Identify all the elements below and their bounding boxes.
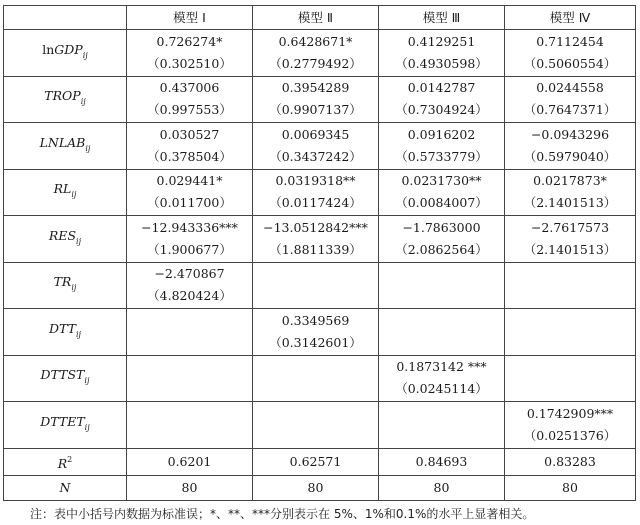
header-model-1: 模型 Ⅰ <box>127 6 253 30</box>
coef-cell <box>379 76 505 123</box>
coef-cell <box>253 402 379 449</box>
coef-cell <box>127 402 253 449</box>
std-error: （0.302510） <box>147 55 232 71</box>
var-label: $TR_{ij}$ <box>4 262 127 309</box>
coef-value: 0.1873142 *** <box>396 359 487 375</box>
var-label: $RES_{ij}$ <box>4 216 127 263</box>
r2-value: 0.83283 <box>505 448 636 475</box>
std-error: （0.0245114） <box>395 381 488 397</box>
coef-cell <box>253 30 379 77</box>
std-error: （0.378504） <box>147 148 232 164</box>
coef-cell <box>127 216 253 263</box>
coef-value: 0.0069345 <box>281 126 350 142</box>
var-label: $LNLAB_{ij}$ <box>4 123 127 170</box>
coef-value: 0.0319318** <box>275 173 356 189</box>
r2-row <box>4 448 636 475</box>
coef-cell <box>379 355 505 402</box>
header-corner <box>4 6 127 30</box>
coef-value: −2.470867 <box>154 266 225 282</box>
var-label: $DTT_{ij}$ <box>4 309 127 356</box>
std-error: （0.2779492） <box>269 55 362 71</box>
coef-row <box>4 309 636 356</box>
coef-value: −1.7863000 <box>402 219 481 235</box>
table-footnote: 注：表中小括号内数据为标准误；*、**、***分别表示在 5%、1%和0.1%的水平上显著相关。 <box>30 507 535 521</box>
coef-value: −12.943336*** <box>141 219 238 235</box>
r2-value: 0.6201 <box>127 448 253 475</box>
coef-value: −0.0943296 <box>530 126 610 142</box>
n-row <box>4 475 636 500</box>
coef-cell <box>127 355 253 402</box>
coef-value: 0.0217873* <box>533 173 607 189</box>
coef-cell <box>127 262 253 309</box>
coef-cell <box>253 355 379 402</box>
coef-cell <box>253 309 379 356</box>
coef-cell <box>127 169 253 216</box>
coef-row <box>4 76 636 123</box>
std-error: （0.3437242） <box>269 148 362 164</box>
std-error: （0.0251376） <box>523 427 617 443</box>
coef-cell <box>253 169 379 216</box>
coef-value: 0.029441* <box>156 173 223 189</box>
coef-cell <box>379 262 505 309</box>
coef-row <box>4 30 636 77</box>
std-error: （0.5060554） <box>523 55 617 71</box>
var-label: $DTTET_{ij}$ <box>4 402 127 449</box>
coef-value: 0.6428671* <box>278 33 353 49</box>
n-value: 80 <box>127 475 253 500</box>
coef-row <box>4 123 636 170</box>
coef-cell <box>379 216 505 263</box>
coef-row <box>4 402 636 449</box>
coef-cell <box>379 402 505 449</box>
coef-value: 0.0142787 <box>407 80 476 96</box>
coef-cell <box>253 262 379 309</box>
coef-cell <box>505 262 636 309</box>
std-error: （0.0117424） <box>269 195 362 211</box>
coef-value: 0.3349569 <box>281 312 350 328</box>
coef-cell <box>127 76 253 123</box>
header-model-3: 模型 Ⅲ <box>379 6 505 30</box>
coef-cell <box>127 30 253 77</box>
coef-value: 0.3954289 <box>281 80 350 96</box>
coef-cell <box>505 30 636 77</box>
std-error: （0.7647371） <box>523 102 617 118</box>
coef-cell <box>505 169 636 216</box>
r2-value: 0.84693 <box>379 448 505 475</box>
coef-value: 0.4129251 <box>407 33 476 49</box>
coef-value: −13.0512842*** <box>263 219 368 235</box>
n-value: 80 <box>253 475 379 500</box>
coef-value: 0.0244558 <box>536 80 604 96</box>
coef-cell <box>379 123 505 170</box>
var-label: lnGDP$_{ij}$ <box>4 30 127 77</box>
std-error: （0.0084007） <box>395 195 488 211</box>
std-error: （2.1401513） <box>523 241 617 257</box>
coef-cell <box>127 123 253 170</box>
std-error: （0.9907137） <box>269 102 362 118</box>
coef-value: 0.1742909*** <box>526 405 614 421</box>
var-label: $TROP_{ij}$ <box>4 76 127 123</box>
coef-cell <box>127 309 253 356</box>
std-error: （2.1401513） <box>523 195 617 211</box>
coef-row <box>4 262 636 309</box>
r2-value: 0.62571 <box>253 448 379 475</box>
coef-cell <box>505 216 636 263</box>
var-label-r2: $R^2$ <box>4 448 127 475</box>
coef-value: 0.0231730** <box>401 173 482 189</box>
header-model-4: 模型 Ⅳ <box>505 6 636 30</box>
var-label: $RL_{ij}$ <box>4 169 127 216</box>
n-value: 80 <box>505 475 636 500</box>
coef-row <box>4 216 636 263</box>
var-label: $DTTST_{ij}$ <box>4 355 127 402</box>
std-error: （4.820424） <box>147 288 232 304</box>
coef-cell <box>505 309 636 356</box>
std-error: （0.5733779） <box>395 148 488 164</box>
coef-value: 0.726274* <box>156 33 223 49</box>
coefficient-rows <box>4 30 636 449</box>
std-error: （1.8811339） <box>269 241 362 257</box>
n-value: 80 <box>379 475 505 500</box>
coef-cell <box>253 216 379 263</box>
var-label-n: N <box>4 475 127 500</box>
coef-value: 0.030527 <box>159 126 220 142</box>
coef-cell <box>253 123 379 170</box>
header-model-2: 模型 Ⅱ <box>253 6 379 30</box>
coef-cell <box>379 309 505 356</box>
coef-row <box>4 355 636 402</box>
coef-value: −2.7617573 <box>530 219 610 235</box>
std-error: （0.4930598） <box>395 55 488 71</box>
regression-table <box>3 5 636 501</box>
std-error: （2.0862564） <box>395 241 488 257</box>
std-error: （0.7304924） <box>395 102 488 118</box>
coef-cell <box>505 76 636 123</box>
std-error: （0.3142601） <box>269 334 362 350</box>
coef-cell <box>379 30 505 77</box>
std-error: （0.5979040） <box>523 148 617 164</box>
coef-cell <box>253 76 379 123</box>
std-error: （0.011700） <box>147 195 232 211</box>
coef-row <box>4 169 636 216</box>
coef-cell <box>505 355 636 402</box>
coef-value: 0.7112454 <box>536 33 604 49</box>
coef-cell <box>379 169 505 216</box>
coef-cell <box>505 123 636 170</box>
std-error: （1.900677） <box>147 241 232 257</box>
std-error: （0.997553） <box>147 102 232 118</box>
coef-cell <box>505 402 636 449</box>
coef-value: 0.0916202 <box>407 126 476 142</box>
coef-value: 0.437006 <box>159 80 220 96</box>
header-row <box>4 6 636 30</box>
